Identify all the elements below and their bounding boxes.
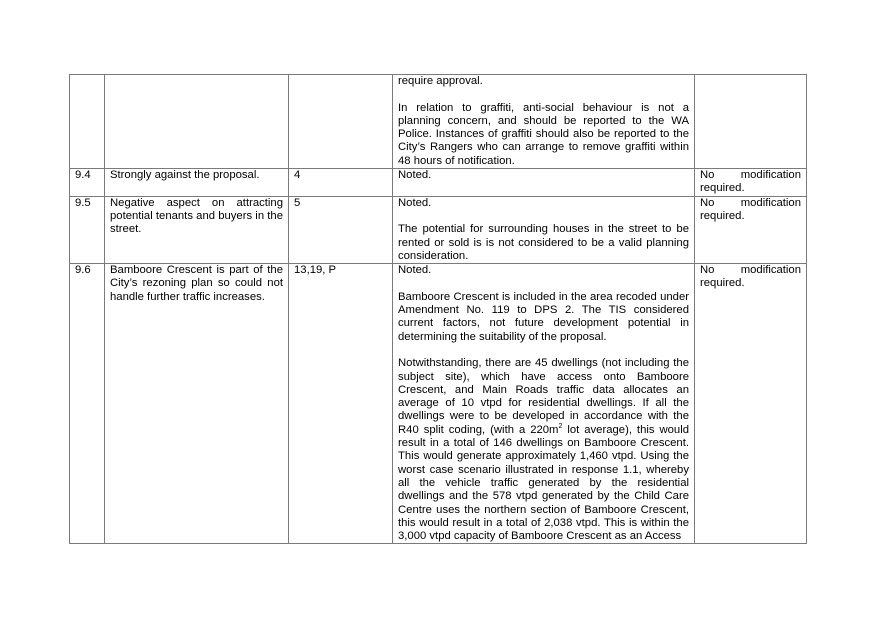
cell-ref: 13,19, P xyxy=(289,264,393,544)
response-paragraph: Noted. xyxy=(398,169,432,182)
cell-response xyxy=(393,196,695,263)
recommendation-word: modification xyxy=(740,169,801,182)
response-text: lot average), this would result in a total of 146 dwellings on Bamboore Crescent. This would generate approximately 1,460 vtpd. Using the worst case scenario illustrated in response 1.1, whereby all the vehicle traffic generated by the residential dwellings and the 578 vtpd generated by the Child Care Centre uses the northern section of Bamboore Crescent, this would result in a total of 2,038 vtpd. This is within the 3,000 vtpd capacity of Bamboore Crescent as an Access xyxy=(398,423,689,543)
submissions-table xyxy=(69,74,807,544)
recommendation-word: No xyxy=(700,264,715,277)
cell-response xyxy=(393,169,695,197)
cell-no: 9.5 xyxy=(70,196,105,263)
cell-no: 9.6 xyxy=(70,264,105,544)
response-paragraph xyxy=(398,357,689,543)
cell-submission xyxy=(105,75,289,169)
cell-ref: 5 xyxy=(289,196,393,263)
cell-response xyxy=(393,264,695,544)
recommendation-line: required. xyxy=(700,277,745,290)
cell-submission: Bamboore Crescent is part of the City’s rezoning plan so could not handle further traffic increases. xyxy=(105,264,289,544)
recommendation-word: modification xyxy=(740,196,801,209)
response-paragraph: In relation to graffiti, anti-social behaviour is not a planning concern, and should be reported to the WA Police. Instances of graffiti should also be reported to the City’s Rangers who can arrange to remove graffiti within 48 hours of notification. xyxy=(398,101,689,167)
response-paragraph: Noted. xyxy=(398,264,432,277)
recommendation-word: No xyxy=(700,196,715,209)
cell-submission: Strongly against the proposal. xyxy=(105,169,289,197)
response-paragraph: require approval. xyxy=(398,75,483,87)
cell-ref: 4 xyxy=(289,169,393,197)
table-row xyxy=(70,169,807,197)
table-row xyxy=(70,264,807,544)
cell-recommendation xyxy=(695,75,807,169)
response-text: Notwithstanding, there are 45 dwellings (not including the subject site), which have access onto Bamboore Crescent, and Main Roads traffic data allocates an average of 10 vtpd for residential dwellings. If all the dwellings were to be developed in accordance with the R40 split coding, (with a 220m xyxy=(398,357,689,436)
recommendation-line: required. xyxy=(700,182,745,195)
response-paragraph: The potential for surrounding houses in the street to be rented or sold is is not considered to be a valid planning consideration. xyxy=(398,223,689,262)
recommendation-line: required. xyxy=(700,209,745,222)
cell-recommendation xyxy=(695,264,807,544)
cell-no xyxy=(70,75,105,169)
response-paragraph: Noted. xyxy=(398,196,432,209)
cell-submission: Negative aspect on attracting potential tenants and buyers in the street. xyxy=(105,196,289,263)
cell-ref xyxy=(289,75,393,169)
recommendation-word: modification xyxy=(740,264,801,277)
cell-response xyxy=(393,75,695,169)
cell-no: 9.4 xyxy=(70,169,105,197)
response-paragraph: Bamboore Crescent is included in the area recoded under Amendment No. 119 to DPS 2. The TIS considered current factors, not future development potential in determining the suitability of the proposal. xyxy=(398,290,689,343)
table-row-continuation xyxy=(70,75,807,169)
cell-recommendation xyxy=(695,196,807,263)
table-row xyxy=(70,196,807,263)
recommendation-word: No xyxy=(700,169,715,182)
cell-recommendation xyxy=(695,169,807,197)
superscript: 2 xyxy=(558,422,563,430)
